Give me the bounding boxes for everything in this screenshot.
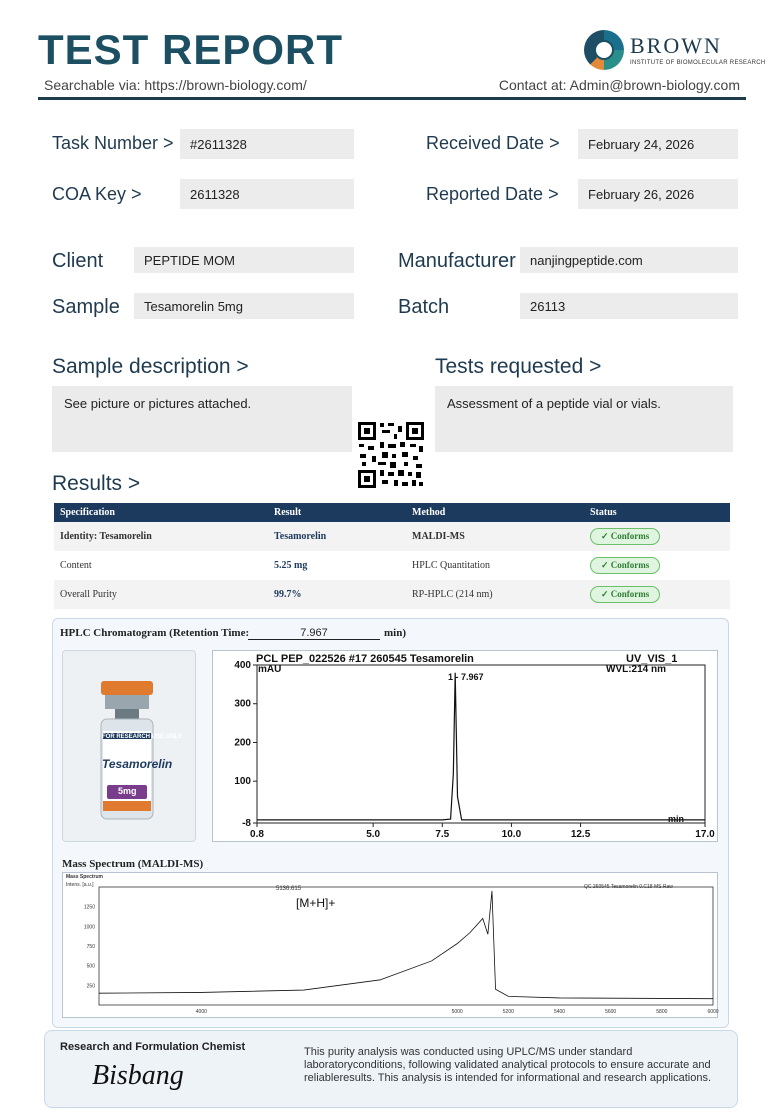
plot-frame	[99, 887, 713, 1005]
chart-xunit: min	[668, 814, 685, 824]
column-header: Specification	[54, 503, 268, 522]
y-tick-label: 250	[86, 983, 95, 990]
column-header: Result	[268, 503, 406, 522]
tests-requested-text: Assessment of a peptide vial or vials.	[435, 386, 733, 452]
y-tick-label: 1250	[83, 904, 95, 911]
y-tick-label: -8	[242, 818, 251, 829]
x-tick-label: 4000	[195, 1009, 207, 1015]
received-value: February 24, 2026	[578, 129, 738, 159]
x-tick-label: 10.0	[501, 829, 522, 840]
table-row	[54, 551, 730, 580]
chemist-signature: Bisbang	[92, 1060, 184, 1091]
x-tick-label: 5200	[502, 1009, 514, 1015]
chart-header: PCL PEP_022526 #17 260545 Tesamorelin	[256, 653, 474, 665]
manufacturer-value: nanjingpeptide.com	[520, 247, 738, 273]
reported-label: Reported Date >	[426, 184, 559, 204]
y-tick-label: 750	[86, 944, 95, 950]
results-table	[54, 503, 730, 609]
peak-label: 1 - 7.967	[448, 672, 484, 682]
x-tick-label: 7.5	[435, 829, 450, 840]
x-tick-label: 5000	[451, 1009, 463, 1015]
ms-panel-label: Mass Spectrum	[66, 874, 103, 880]
y-tick-label: 100	[234, 776, 251, 788]
retention-time-unit: min)	[384, 627, 406, 639]
ms-peak-ion: [M+H]+	[296, 896, 336, 910]
cell-spec: Content	[60, 560, 92, 571]
vial-photo	[62, 650, 196, 842]
hplc-title: HPLC Chromatogram (Retention Time:	[60, 627, 250, 639]
ms-meta: QC 260545 Tesamorelin 0.C18 MS Raw	[584, 884, 673, 890]
table-row	[54, 580, 730, 609]
x-tick-label: 5600	[605, 1009, 617, 1015]
disclaimer-text: This purity analysis was conducted using UPLC/MS under standard laboratoryconditions, following validated analytical protocols to ensure accurate and reliableresults. This analysis is intended for informational and research applications.	[304, 1046, 712, 1084]
client-label: Client	[52, 250, 104, 272]
x-tick-label: 6000	[707, 1009, 719, 1015]
x-tick-label: 5400	[553, 1009, 566, 1015]
column-header: Method	[406, 503, 584, 522]
contact-email: Contact at: Admin@brown-biology.com	[498, 77, 740, 93]
status-badge: ✓ Conforms	[590, 557, 660, 574]
ms-title: Mass Spectrum (MALDI-MS)	[62, 858, 204, 870]
chemist-title: Research and Formulation Chemist	[60, 1041, 246, 1053]
searchable-url: Searchable via: https://brown-biology.com/	[44, 77, 307, 93]
manufacturer-label: Manufacturer	[398, 250, 516, 272]
cell-status	[584, 522, 730, 551]
x-tick-label: 12.5	[570, 829, 591, 840]
received-label: Received Date >	[426, 133, 560, 153]
batch-value: 26113	[520, 293, 738, 319]
chart-unit: mAU	[258, 664, 282, 675]
sample-value: Tesamorelin 5mg	[134, 293, 354, 319]
coa-value: 2611328	[180, 179, 354, 209]
client-value: PEPTIDE MOM	[134, 247, 354, 273]
ms-y-axis: Intens. [a.u.]	[66, 882, 94, 888]
report-title: TEST REPORT	[38, 26, 344, 73]
cell-status	[584, 580, 730, 609]
cell-result: 99.7%	[268, 580, 406, 609]
header-divider	[38, 97, 746, 100]
vial-icon	[63, 651, 197, 843]
cell-spec: Overall Purity	[54, 580, 268, 609]
reported-value: February 26, 2026	[578, 179, 738, 209]
batch-label: Batch	[398, 296, 450, 318]
cell-result: Tesamorelin	[268, 522, 406, 551]
logo-subtitle: INSTITUTE OF BIOMOLECULAR RESEARCH	[630, 60, 766, 66]
cell-status	[584, 551, 730, 580]
tests-requested-title: Tests requested >	[435, 355, 602, 378]
chart-channel: UV_VIS_1	[626, 653, 678, 665]
plot-frame	[257, 665, 705, 823]
vial-band-text: FOR RESEARCH USE ONLY	[102, 734, 182, 740]
cell-result: 5.25 mg	[274, 560, 308, 571]
y-tick-label: 300	[234, 698, 251, 710]
y-tick-label: 400	[234, 660, 251, 671]
retention-time-value: 7.967	[248, 627, 380, 640]
ms-chart	[63, 873, 719, 1019]
sample-description-title: Sample description >	[52, 355, 249, 378]
y-tick-label: 1000	[83, 924, 95, 931]
y-tick-label: 200	[234, 737, 251, 749]
logo-name: BROWN	[630, 33, 722, 58]
x-tick-label: 0.8	[250, 829, 264, 840]
qr-code-icon	[356, 420, 426, 490]
column-header: Status	[584, 503, 730, 522]
task-value: #2611328	[180, 129, 354, 159]
sample-description-text: See picture or pictures attached.	[52, 386, 352, 452]
sample-label: Sample	[52, 296, 120, 318]
coa-label: COA Key >	[52, 184, 142, 204]
table-row	[54, 522, 730, 551]
hplc-trace	[257, 673, 705, 820]
y-tick-label: 500	[86, 963, 95, 970]
ms-trace	[99, 891, 713, 999]
logo-inner	[594, 40, 614, 60]
status-badge: ✓ Conforms	[590, 586, 660, 603]
cell-spec: Identity: Tesamorelin	[54, 522, 268, 551]
results-title: Results >	[52, 472, 141, 495]
cell-method: RP-HPLC (214 nm)	[406, 580, 584, 609]
task-label: Task Number >	[52, 133, 174, 153]
vial-dose: 5mg	[118, 786, 137, 796]
cell-method: MALDI-MS	[406, 522, 584, 551]
mass-spectrum	[62, 872, 718, 1018]
x-tick-label: 5800	[656, 1009, 668, 1015]
x-tick-label: 17.0	[695, 829, 715, 840]
ms-peak-mass: 5136.615	[276, 886, 302, 892]
chart-wavelength: WVL:214 nm	[606, 664, 667, 675]
status-badge: ✓ Conforms	[590, 528, 660, 545]
x-tick-label: 5.0	[366, 829, 381, 840]
cell-method: HPLC Quantitation	[412, 560, 491, 571]
vial-label: Tesamorelin	[102, 757, 173, 771]
